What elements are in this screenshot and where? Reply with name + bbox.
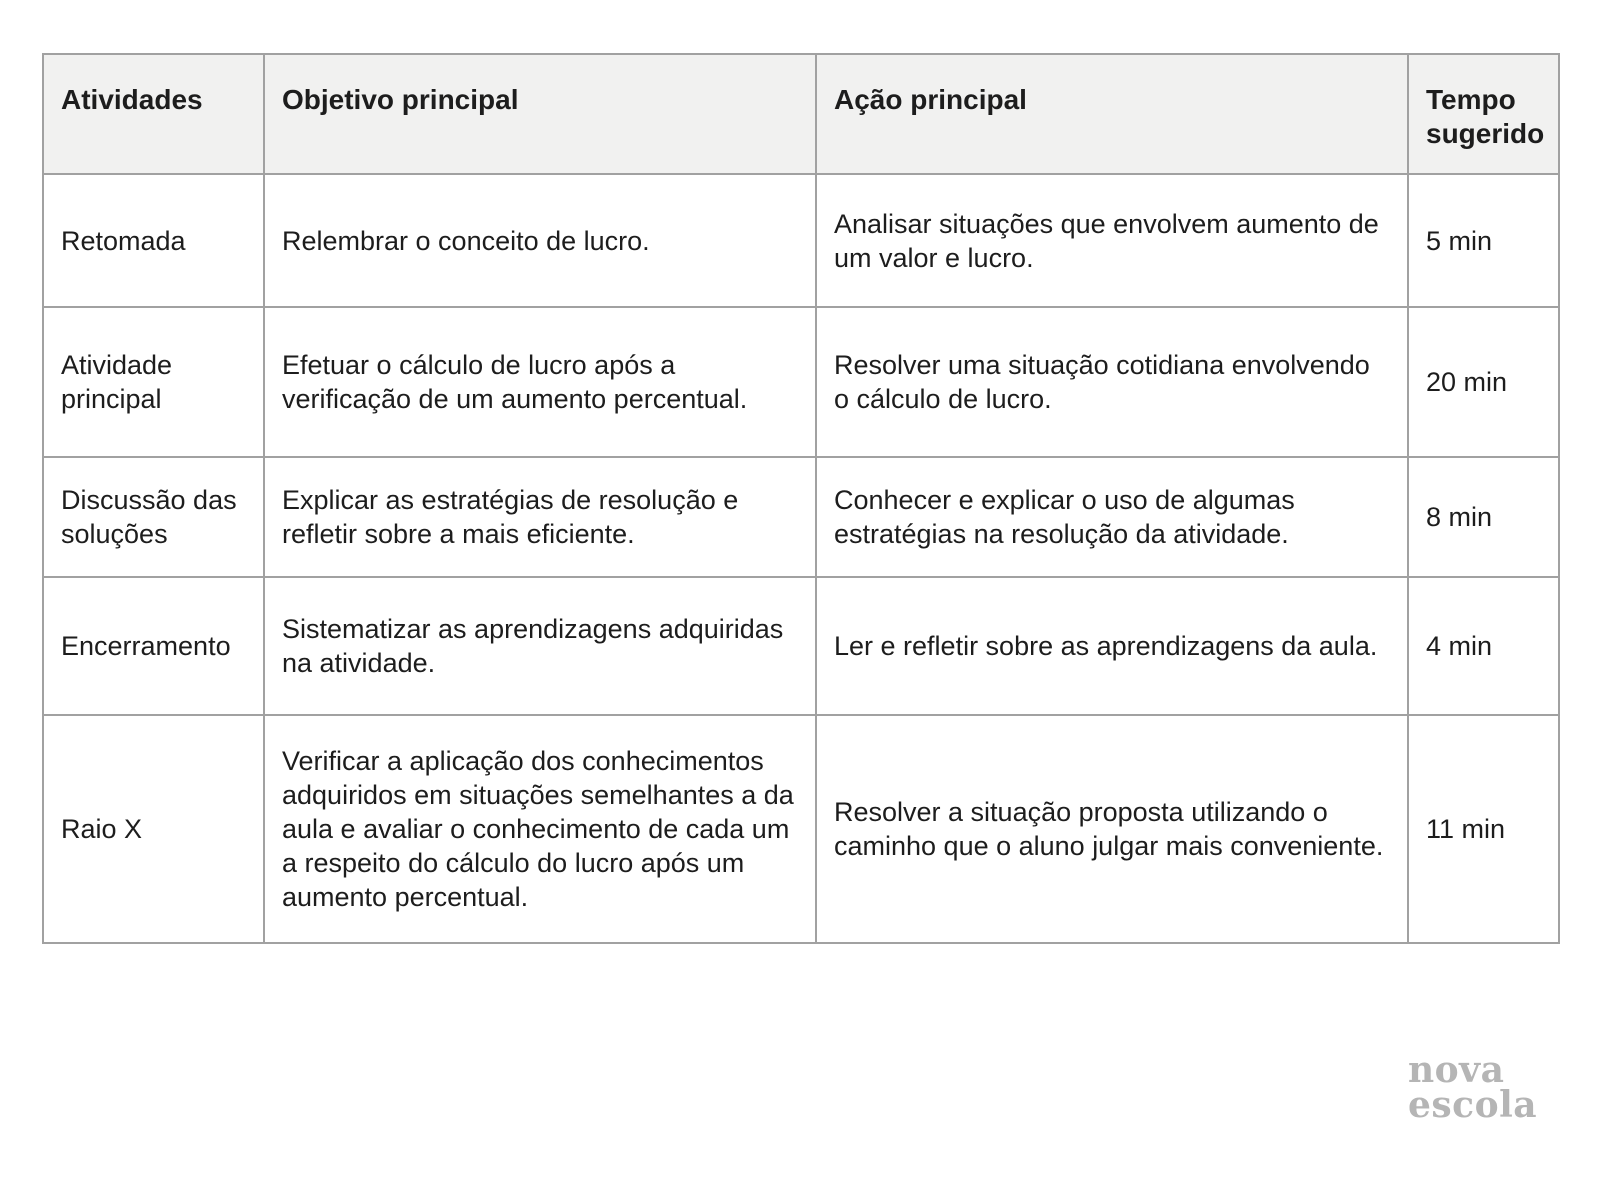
- table-row-encerramento: [43, 577, 1559, 715]
- cell-tempo: 11 min: [1408, 715, 1559, 943]
- cell-tempo: 4 min: [1408, 577, 1559, 715]
- cell-tempo: 20 min: [1408, 307, 1559, 457]
- cell-atividade: Encerramento: [43, 577, 264, 715]
- header-cell-acao-principal: Ação principal: [816, 54, 1408, 174]
- cell-acao: Conhecer e explicar o uso de algumas estratégias na resolução da atividade.: [816, 457, 1408, 577]
- cell-acao: Ler e refletir sobre as aprendizagens da aula.: [816, 577, 1408, 715]
- table-row-retomada: [43, 174, 1559, 307]
- cell-tempo: 5 min: [1408, 174, 1559, 307]
- lesson-plan-table: [42, 53, 1560, 944]
- header-cell-tempo-sugerido: Tempo sugerido: [1408, 54, 1559, 174]
- cell-objetivo: Relembrar o conceito de lucro.: [264, 174, 816, 307]
- cell-acao: Analisar situações que envolvem aumento de um valor e lucro.: [816, 174, 1408, 307]
- cell-atividade: Atividade principal: [43, 307, 264, 457]
- cell-atividade: Discussão das soluções: [43, 457, 264, 577]
- cell-objetivo: Verificar a aplicação dos conhecimentos adquiridos em situações semelhantes a da aula e avaliar o conhecimento de cada um a respeito do cálculo do lucro após um aumento percentual.: [264, 715, 816, 943]
- table-header-row: [43, 54, 1559, 174]
- cell-tempo: 8 min: [1408, 457, 1559, 577]
- logo-line-nova: nova: [1408, 1049, 1505, 1091]
- cell-atividade: Retomada: [43, 174, 264, 307]
- header-cell-objetivo-principal: Objetivo principal: [264, 54, 816, 174]
- cell-objetivo: Efetuar o cálculo de lucro após a verificação de um aumento percentual.: [264, 307, 816, 457]
- cell-objetivo: Explicar as estratégias de resolução e refletir sobre a mais eficiente.: [264, 457, 816, 577]
- cell-acao: Resolver a situação proposta utilizando o caminho que o aluno julgar mais conveniente.: [816, 715, 1408, 943]
- header-cell-atividades: Atividades: [43, 54, 264, 174]
- cell-acao: Resolver uma situação cotidiana envolvendo o cálculo de lucro.: [816, 307, 1408, 457]
- cell-objetivo: Sistematizar as aprendizagens adquiridas na atividade.: [264, 577, 816, 715]
- table-row-raio-x: [43, 715, 1559, 943]
- cell-atividade: Raio X: [43, 715, 264, 943]
- table-row-atividade-principal: [43, 307, 1559, 457]
- logo-line-escola: escola: [1408, 1084, 1538, 1126]
- table-row-discussao-das-solucoes: [43, 457, 1559, 577]
- nova-escola-logo: [1408, 1049, 1538, 1126]
